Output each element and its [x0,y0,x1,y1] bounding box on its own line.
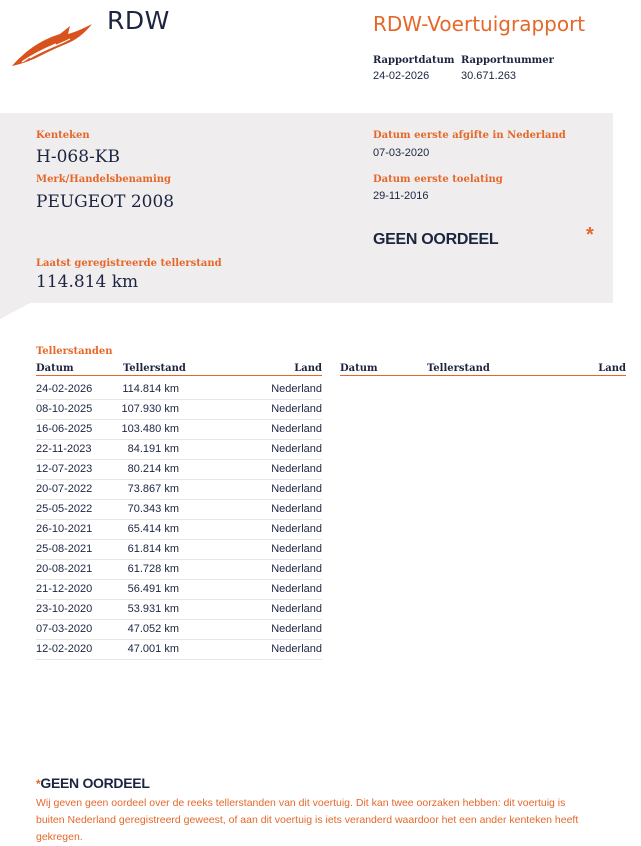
row-country: Nederland [271,523,322,535]
panel-notch [0,302,32,319]
verdict-text: GEEN OORDEEL [373,231,499,248]
table-row [36,380,322,400]
table-row [36,580,322,600]
report-date: 24-02-2026 [373,70,430,82]
verdict-asterisk: * [586,224,594,246]
table-header-rule [36,375,322,376]
brand-name: RDW [107,6,170,35]
last-odometer-value: 114.814 km [36,272,139,292]
row-reading: 47.001 km [127,643,179,655]
table-row [36,440,322,460]
footnote-text: Wij geven geen oordeel over de reeks tellerstanden van dit voertuig. Dit kan twee oorzaken hebben: dit voertuig is buiten Nederland geregistreerd geweest, of aan dit voertuig is iets veranderd waardoor het een ander kenteken heeft gekregen. [36,797,579,843]
table-row [36,520,322,540]
row-date: 25-08-2021 [36,543,93,555]
table-row [36,500,322,520]
row-reading: 80.214 km [127,463,179,475]
make-value: PEUGEOT 2008 [36,192,175,212]
table-row [36,420,322,440]
odometer-rows [36,380,322,660]
row-country: Nederland [271,483,322,495]
row-country: Nederland [271,583,322,595]
row-reading: 107.930 km [121,403,179,415]
row-date: 24-02-2026 [36,383,93,395]
footnote-title-text: GEEN OORDEEL [40,775,150,791]
row-date: 26-10-2021 [36,523,93,535]
row-country: Nederland [271,383,322,395]
row-reading: 114.814 km [122,383,179,395]
row-country: Nederland [271,423,322,435]
table-row [36,460,322,480]
table-row [36,560,322,580]
table-row [36,640,322,660]
first-admission-label: Datum eerste toelating [373,174,503,185]
row-date: 22-11-2023 [36,443,92,455]
row-country: Nederland [271,603,322,615]
col-country-header-2: Land [598,363,626,374]
row-country: Nederland [271,503,322,515]
first-nl-value: 07-03-2020 [373,147,430,159]
footnote-asterisk: * [36,777,41,791]
row-date: 12-02-2020 [36,643,93,655]
rdw-logo [10,22,94,68]
table-header-rule-2 [340,375,626,376]
col-reading-header: Tellerstand [123,363,186,374]
row-reading: 103.480 km [121,423,179,435]
row-country: Nederland [271,403,322,415]
first-admission-value: 29-11-2016 [373,190,429,202]
row-reading: 56.491 km [127,583,179,595]
row-country: Nederland [271,543,322,555]
report-date-label: Rapportdatum [373,55,455,66]
row-reading: 73.867 km [127,483,179,495]
report-number: 30.671.263 [461,70,517,82]
plate-value: H-068-KB [36,147,120,167]
row-reading: 61.728 km [127,563,179,575]
row-reading: 84.191 km [127,443,179,455]
col-country-header: Land [294,363,322,374]
col-reading-header-2: Tellerstand [427,363,490,374]
row-date: 07-03-2020 [36,623,93,635]
row-reading: 65.414 km [127,523,179,535]
make-label: Merk/Handelsbenaming [36,174,172,185]
col-date-header: Datum [36,363,74,374]
row-country: Nederland [271,463,322,475]
row-date: 25-05-2022 [36,503,93,515]
first-nl-label: Datum eerste afgifte in Nederland [373,130,566,141]
row-country: Nederland [271,563,322,575]
row-date: 16-06-2025 [36,423,93,435]
row-reading: 47.052 km [127,623,179,635]
plate-label: Kenteken [36,130,90,141]
table-row [36,540,322,560]
report-title: RDW-Voertuigrapport [373,12,586,36]
col-date-header-2: Datum [340,363,378,374]
row-date: 12-07-2023 [36,463,93,475]
footnote-title [36,775,150,791]
row-country: Nederland [271,643,322,655]
table-row [36,480,322,500]
table-row [36,620,322,640]
table-row [36,600,322,620]
row-reading: 53.931 km [127,603,179,615]
row-reading: 61.814 km [127,543,179,555]
table-row [36,400,322,420]
row-date: 21-12-2020 [36,583,93,595]
row-date: 08-10-2025 [36,403,93,415]
row-date: 20-07-2022 [36,483,93,495]
row-date: 20-08-2021 [36,563,93,575]
row-country: Nederland [271,443,322,455]
row-reading: 70.343 km [127,503,179,515]
last-odometer-label: Laatst geregistreerde tellerstand [36,258,222,269]
row-country: Nederland [271,623,322,635]
odometer-section-title: Tellerstanden [36,346,113,357]
row-date: 23-10-2020 [36,603,93,615]
report-number-label: Rapportnummer [461,55,554,66]
